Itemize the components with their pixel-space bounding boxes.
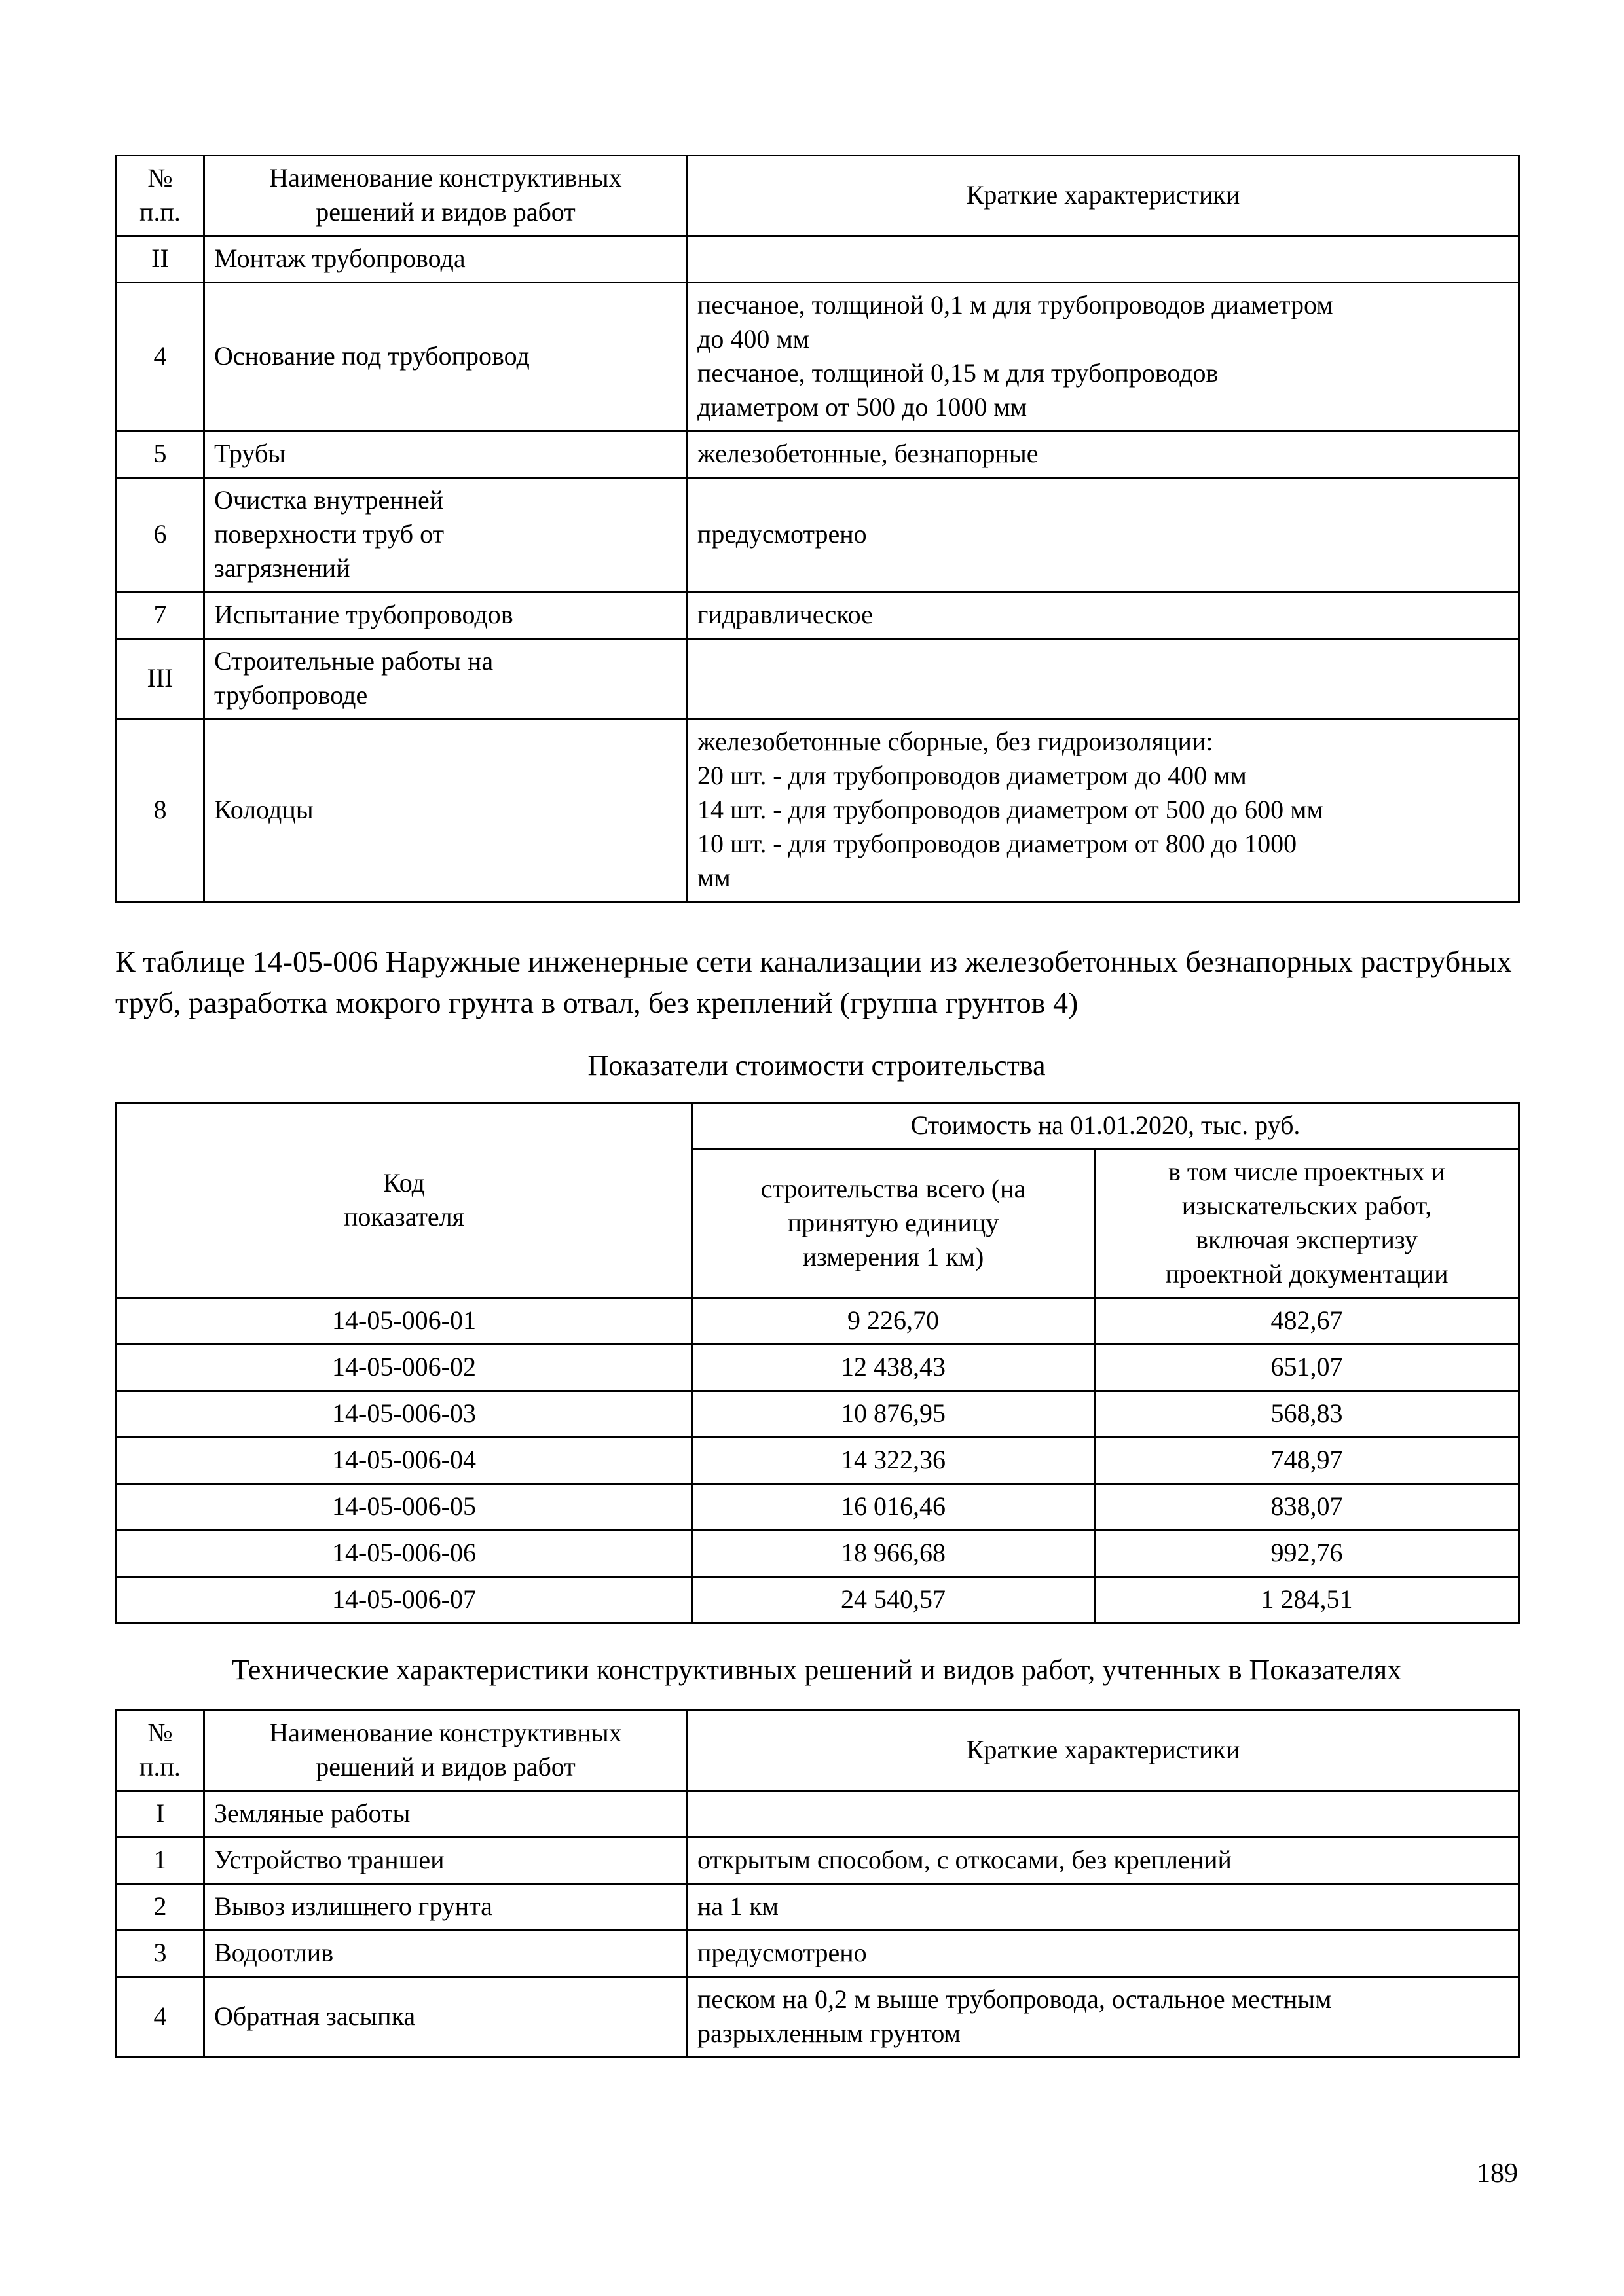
name-line: Строительные работы на	[214, 646, 494, 676]
cost-code: 14-05-006-05	[117, 1484, 692, 1531]
cost-design: 748,97	[1095, 1438, 1519, 1484]
row-name: Вывоз излишнего грунта	[204, 1884, 688, 1930]
header-total-line3: измерения 1 км)	[802, 1242, 984, 1272]
header-number-line2: п.п.	[139, 1751, 181, 1781]
row-description	[688, 1791, 1519, 1837]
table-row	[117, 283, 1519, 431]
desc-line: 14 шт. - для трубопроводов диаметром от 500 до 600 мм	[697, 795, 1323, 824]
table-row	[117, 592, 1519, 639]
header-total-line2: принятую единицу	[787, 1208, 999, 1238]
table-header-row	[117, 1710, 1519, 1791]
row-number: I	[117, 1791, 204, 1837]
spacer	[115, 903, 1518, 941]
table-header-row	[117, 156, 1519, 236]
tech-table-caption	[115, 1650, 1518, 1689]
row-description	[688, 236, 1519, 283]
header-design-survey-cell	[1095, 1150, 1519, 1298]
header-name-line1: Наименование конструктивных	[269, 1717, 622, 1747]
header-design-line3: включая экспертизу	[1196, 1225, 1418, 1255]
technical-characteristics-table	[115, 1709, 1520, 2058]
header-name-line2: решений и видов работ	[316, 1751, 576, 1781]
row-name: Испытание трубопроводов	[204, 592, 688, 639]
row-description	[688, 283, 1519, 431]
row-description	[688, 1977, 1519, 2057]
row-name: Устройство траншеи	[204, 1837, 688, 1884]
spacer	[115, 1024, 1518, 1046]
header-code-line2: показателя	[343, 1201, 465, 1231]
table-row	[117, 1438, 1519, 1484]
cost-header-row-group	[117, 1103, 1519, 1150]
row-name: Колодцы	[204, 720, 688, 902]
cost-total: 14 322,36	[692, 1438, 1095, 1484]
table-row	[117, 639, 1519, 720]
header-number-cell	[117, 1710, 204, 1791]
desc-line: мм	[697, 863, 731, 892]
cost-total: 16 016,46	[692, 1484, 1095, 1531]
table-row	[117, 1837, 1519, 1884]
tech-caption-line1: Технические характеристики конструктивных решений	[231, 1654, 913, 1686]
cost-design: 651,07	[1095, 1345, 1519, 1391]
row-description: на 1 км	[688, 1884, 1519, 1930]
cost-total: 12 438,43	[692, 1345, 1095, 1391]
row-number: 4	[117, 283, 204, 431]
row-name: Основание под трубопровод	[204, 283, 688, 431]
intro-paragraph: К таблице 14-05-006 Наружные инженерные сети канализации из железобетонных безнапорных раструбных труб, разработка мокрого грунта в отвал, без креплений (группа грунтов 4)	[115, 945, 1512, 1020]
page-content	[115, 155, 1518, 2058]
row-number: 7	[117, 592, 204, 639]
cost-table-caption: Показатели стоимости строительства	[587, 1049, 1046, 1082]
row-number: II	[117, 236, 204, 283]
cost-code: 14-05-006-06	[117, 1531, 692, 1577]
row-name	[204, 478, 688, 592]
row-number: 1	[117, 1837, 204, 1884]
header-cost-group-cell: Стоимость на 01.01.2020, тыс. руб.	[692, 1103, 1519, 1150]
cost-design: 482,67	[1095, 1298, 1519, 1345]
row-description: железобетонные, безнапорные	[688, 431, 1519, 478]
table-row	[117, 236, 1519, 283]
name-line: загрязнений	[214, 553, 350, 583]
cost-code: 14-05-006-01	[117, 1298, 692, 1345]
table-row	[117, 1977, 1519, 2057]
technical-characteristics-table-continued	[115, 155, 1520, 903]
cost-total: 18 966,68	[692, 1531, 1095, 1577]
cost-design: 838,07	[1095, 1484, 1519, 1531]
row-description: гидравлическое	[688, 592, 1519, 639]
spacer	[115, 1085, 1518, 1102]
spacer	[115, 1624, 1518, 1650]
header-brief-characteristics-cell: Краткие характеристики	[688, 156, 1519, 236]
header-design-line2: изыскательских работ,	[1181, 1191, 1432, 1221]
row-description	[688, 720, 1519, 902]
desc-line: до 400 мм	[697, 324, 809, 354]
header-code-line1: Код	[383, 1167, 425, 1197]
header-name-line2: решений и видов работ	[316, 197, 576, 227]
page-number: 189	[1477, 2159, 1518, 2189]
header-number-cell	[117, 156, 204, 236]
table-row	[117, 1531, 1519, 1577]
row-number: 2	[117, 1884, 204, 1930]
desc-line: 10 шт. - для трубопроводов диаметром от 800 до 1000	[697, 829, 1297, 858]
table-row	[117, 720, 1519, 902]
row-description: предусмотрено	[688, 478, 1519, 592]
cost-indicators-table	[115, 1102, 1520, 1624]
desc-line: диаметром от 500 до 1000 мм	[697, 392, 1027, 422]
row-number: 6	[117, 478, 204, 592]
row-name: Земляные работы	[204, 1791, 688, 1837]
row-number: III	[117, 639, 204, 720]
desc-line: песчаное, толщиной 0,15 м для трубопроводов	[697, 358, 1219, 388]
header-number-line1: №	[147, 163, 173, 192]
table-row	[117, 1391, 1519, 1438]
row-description: открытым способом, с откосами, без креплений	[688, 1837, 1519, 1884]
desc-line: песком на 0,2 м выше трубопровода, остальное местным	[697, 1984, 1332, 2014]
header-brief-characteristics-cell: Краткие характеристики	[688, 1710, 1519, 1791]
row-number: 8	[117, 720, 204, 902]
cost-design: 568,83	[1095, 1391, 1519, 1438]
row-description: предусмотрено	[688, 1930, 1519, 1977]
header-total-line1: строительства всего (на	[760, 1174, 1026, 1204]
tech-caption-line2: и видов работ, учтенных в Показателях	[919, 1654, 1402, 1686]
desc-line: песчаное, толщиной 0,1 м для трубопроводов диаметром	[697, 290, 1333, 319]
name-line: трубопроводе	[214, 680, 368, 710]
name-line: Очистка внутренней	[214, 485, 444, 515]
row-description	[688, 639, 1519, 720]
row-name: Трубы	[204, 431, 688, 478]
cost-code: 14-05-006-02	[117, 1345, 692, 1391]
table-row	[117, 1884, 1519, 1930]
row-number: 3	[117, 1930, 204, 1977]
desc-line: 20 шт. - для трубопроводов диаметром до 400 мм	[697, 761, 1247, 790]
header-name-cell	[204, 1710, 688, 1791]
row-number: 4	[117, 1977, 204, 2057]
table-row	[117, 478, 1519, 592]
header-name-line1: Наименование конструктивных	[269, 163, 622, 192]
desc-line: железобетонные сборные, без гидроизоляции:	[697, 727, 1213, 756]
name-line: поверхности труб от	[214, 519, 445, 549]
table-row	[117, 431, 1519, 478]
cost-total: 10 876,95	[692, 1391, 1095, 1438]
table-row	[117, 1298, 1519, 1345]
row-name: Монтаж трубопровода	[204, 236, 688, 283]
header-number-line2: п.п.	[139, 197, 181, 227]
header-total-cost-cell	[692, 1150, 1095, 1298]
spacer	[115, 1690, 1518, 1709]
table-row	[117, 1345, 1519, 1391]
table-row	[117, 1930, 1519, 1977]
cost-design: 1 284,51	[1095, 1577, 1519, 1624]
cost-code: 14-05-006-04	[117, 1438, 692, 1484]
cost-design: 992,76	[1095, 1531, 1519, 1577]
header-number-line1: №	[147, 1717, 173, 1747]
header-code-cell	[117, 1103, 692, 1298]
table-row	[117, 1577, 1519, 1624]
header-design-line4: проектной документации	[1165, 1259, 1449, 1289]
row-name	[204, 639, 688, 720]
cost-total: 9 226,70	[692, 1298, 1095, 1345]
row-name: Водоотлив	[204, 1930, 688, 1977]
cost-total: 24 540,57	[692, 1577, 1095, 1624]
header-name-cell	[204, 156, 688, 236]
row-name: Обратная засыпка	[204, 1977, 688, 2057]
cost-code: 14-05-006-03	[117, 1391, 692, 1438]
table-row	[117, 1484, 1519, 1531]
cost-code: 14-05-006-07	[117, 1577, 692, 1624]
table-row	[117, 1791, 1519, 1837]
row-number: 5	[117, 431, 204, 478]
header-design-line1: в том числе проектных и	[1168, 1157, 1446, 1187]
desc-line: разрыхленным грунтом	[697, 2018, 961, 2048]
